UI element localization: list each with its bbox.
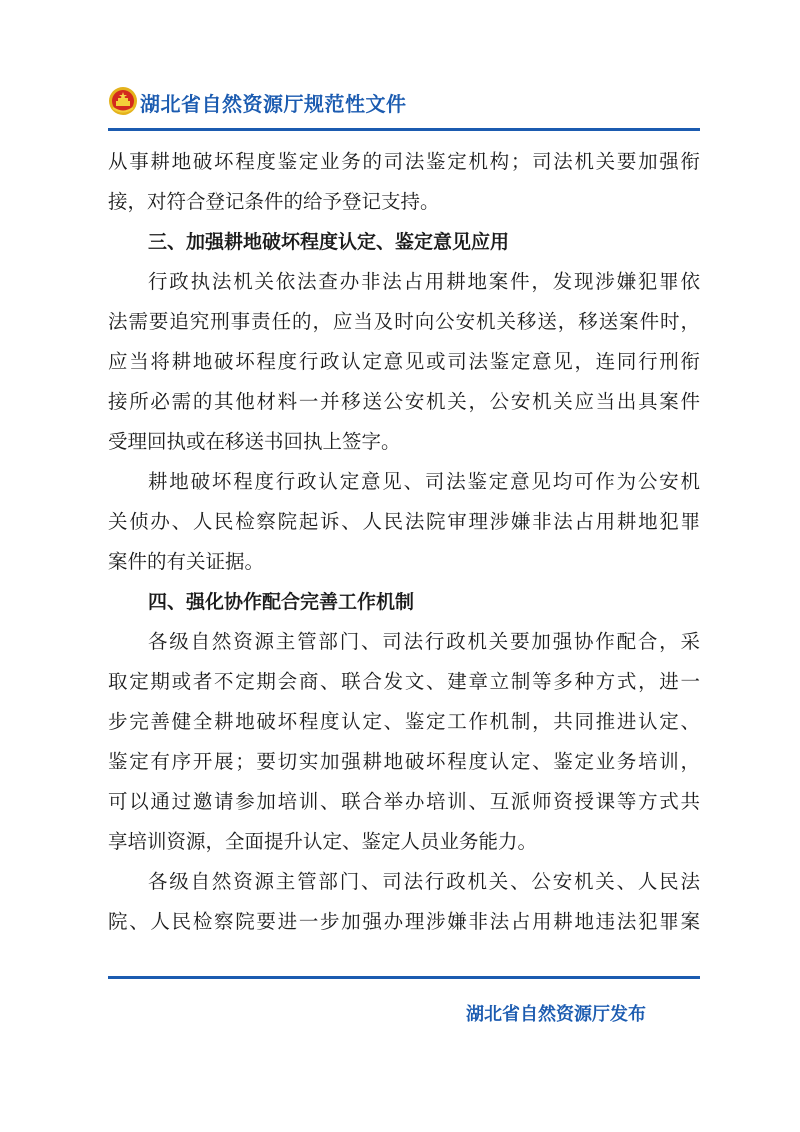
body-line: 享培训资源，全面提升认定、鉴定人员业务能力。: [108, 830, 538, 853]
body-line: 步完善健全耕地破坏程度认定、鉴定工作机制，共同推进认定、: [108, 710, 700, 733]
body-line: 接，对符合登记条件的给予登记支持。: [108, 190, 440, 213]
body-line: 耕地破坏程度行政认定意见、司法鉴定意见均可作为公安机: [148, 470, 700, 493]
header-divider: [108, 128, 700, 131]
document-body: [108, 142, 700, 942]
body-line: 接所必需的其他材料一并移送公安机关，公安机关应当出具案件: [108, 390, 700, 413]
body-line: 行政执法机关依法查办非法占用耕地案件，发现涉嫌犯罪依: [148, 270, 700, 293]
section-heading-3: 三、加强耕地破坏程度认定、鉴定意见应用: [148, 231, 510, 253]
body-line: 各级自然资源主管部门、司法行政机关要加强协作配合，采: [148, 630, 700, 653]
body-line: 关侦办、人民检察院起诉、人民法院审理涉嫌非法占用耕地犯罪: [108, 510, 700, 533]
footer-publisher: 湖北省自然资源厅发布: [466, 1004, 646, 1025]
body-line: 可以通过邀请参加培训、联合举办培训、互派师资授课等方式共: [108, 790, 700, 813]
body-line: 院、人民检察院要进一步加强办理涉嫌非法占用耕地违法犯罪案: [108, 910, 700, 933]
document-header: [108, 86, 700, 118]
body-line: 案件的有关证据。: [108, 550, 265, 573]
national-emblem-icon: [108, 86, 138, 116]
body-line: 鉴定有序开展；要切实加强耕地破坏程度认定、鉴定业务培训，: [108, 750, 700, 773]
body-line: 各级自然资源主管部门、司法行政机关、公安机关、人民法: [148, 870, 700, 893]
footer-divider: [108, 976, 700, 979]
header-title: 湖北省自然资源厅规范性文件: [140, 92, 407, 116]
body-line: 从事耕地破坏程度鉴定业务的司法鉴定机构；司法机关要加强衔: [108, 150, 700, 173]
body-line: 取定期或者不定期会商、联合发文、建章立制等多种方式，进一: [108, 670, 700, 693]
body-line: 受理回执或在移送书回执上签字。: [108, 430, 401, 453]
body-line: 应当将耕地破坏程度行政认定意见或司法鉴定意见，连同行刑衔: [108, 350, 700, 373]
body-line: 法需要追究刑事责任的，应当及时向公安机关移送，移送案件时，: [108, 310, 700, 333]
section-heading-4: 四、强化协作配合完善工作机制: [148, 591, 415, 613]
